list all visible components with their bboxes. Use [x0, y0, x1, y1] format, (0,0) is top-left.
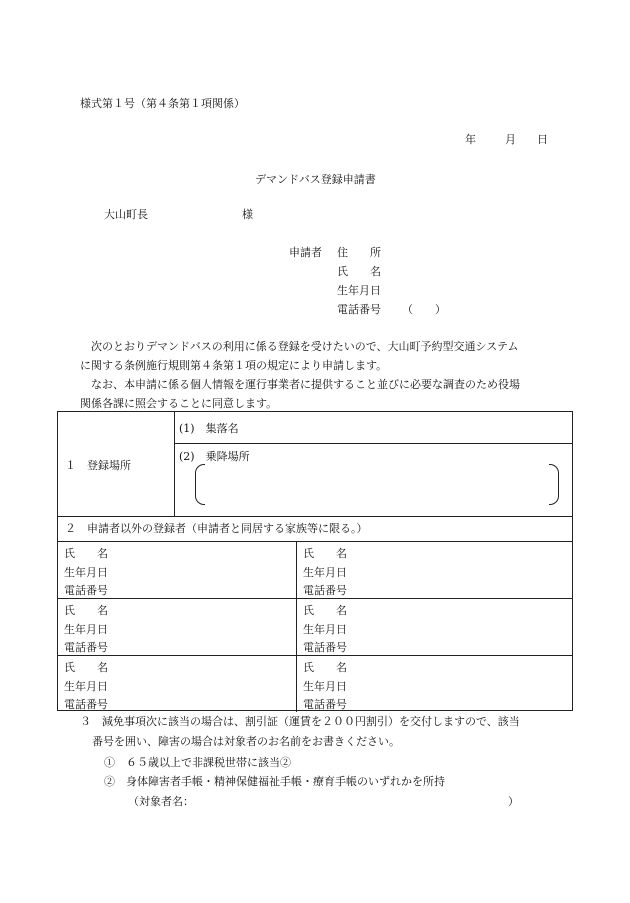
- addressee-honorific: 様: [242, 208, 253, 221]
- person3-left-phone: 電話番号: [64, 698, 108, 711]
- applicant-name-label: 氏 名: [337, 265, 381, 278]
- intro-paragraph: [80, 337, 552, 413]
- applicant-birth-label: 生年月日: [337, 284, 381, 297]
- note3-line-1: ３ 減免事項次に該当の場合は、割引証（運賃を２００円割引）を交付しますので、該当: [80, 715, 520, 728]
- registration-table: [57, 411, 573, 711]
- person1-right-phone: 電話番号: [303, 584, 347, 597]
- applicant-phone-label: 電話番号: [337, 303, 381, 316]
- intro-line-3: なお、本申請に係る個人情報を運行事業者に提供すること並びに必要な調査のため役場: [80, 378, 520, 391]
- applicant-phone-paren: （ ）: [402, 303, 446, 316]
- person1-left-phone: 電話番号: [64, 584, 108, 597]
- note3-target-close: ）: [508, 795, 519, 808]
- page-title: デマンドバス登録申請書: [255, 173, 376, 186]
- person3-right-phone: 電話番号: [303, 698, 347, 711]
- section1-label: １ 登録場所: [65, 459, 131, 472]
- person1-left-birth: 生年月日: [64, 566, 108, 579]
- person2-right-phone: 電話番号: [303, 641, 347, 654]
- intro-line-1: 次のとおりデマンドバスの利用に係る登録を受けたいので、大山町予約型交通システム: [80, 340, 519, 353]
- person1-right-name: 氏 名: [303, 547, 347, 560]
- note3-line-2: 番号を囲い、障害の場合は対象者のお名前をお書きください。: [92, 735, 400, 748]
- boarding-place-right-bracket: [549, 464, 559, 505]
- person2-left-phone: 電話番号: [64, 641, 108, 654]
- date-month: 月: [505, 133, 516, 146]
- form-number: 様式第１号（第４条第１項関係）: [80, 97, 245, 110]
- village-name-label: (1) 集落名: [179, 422, 239, 435]
- applicant-label: 申請者: [289, 246, 322, 259]
- person1-left-name: 氏 名: [64, 547, 108, 560]
- boarding-place-label: (2) 乗降場所: [179, 450, 250, 463]
- note3-option-2: ② 身体障害者手帳・精神保健福祉手帳・療育手帳のいずれかを所持: [104, 775, 445, 788]
- date-day: 日: [537, 133, 548, 146]
- note3-option-1: ① ６５歳以上で非課税世帯に該当②: [104, 756, 291, 769]
- person3-left-name: 氏 名: [64, 661, 108, 674]
- applicant-address-label: 住 所: [337, 246, 381, 259]
- intro-line-4: 関係各課に照会することに同意します。: [80, 397, 278, 410]
- intro-line-2: に関する条例施行規則第４条第１項の規定により申請します。: [80, 359, 388, 372]
- date-year: 年: [465, 133, 476, 146]
- section2-label: ２ 申請者以外の登録者（申請者と同居する家族等に限る。）: [65, 522, 368, 535]
- person3-right-birth: 生年月日: [303, 680, 347, 693]
- person3-left-birth: 生年月日: [64, 680, 108, 693]
- person2-right-name: 氏 名: [303, 604, 347, 617]
- person2-right-birth: 生年月日: [303, 623, 347, 636]
- addressee-name: 大山町長: [104, 208, 148, 221]
- person2-left-birth: 生年月日: [64, 623, 108, 636]
- person1-right-birth: 生年月日: [303, 566, 347, 579]
- person3-right-name: 氏 名: [303, 661, 347, 674]
- person2-left-name: 氏 名: [64, 604, 108, 617]
- boarding-place-left-bracket: [195, 464, 205, 505]
- note3-target-label: （対象者名：: [128, 795, 194, 808]
